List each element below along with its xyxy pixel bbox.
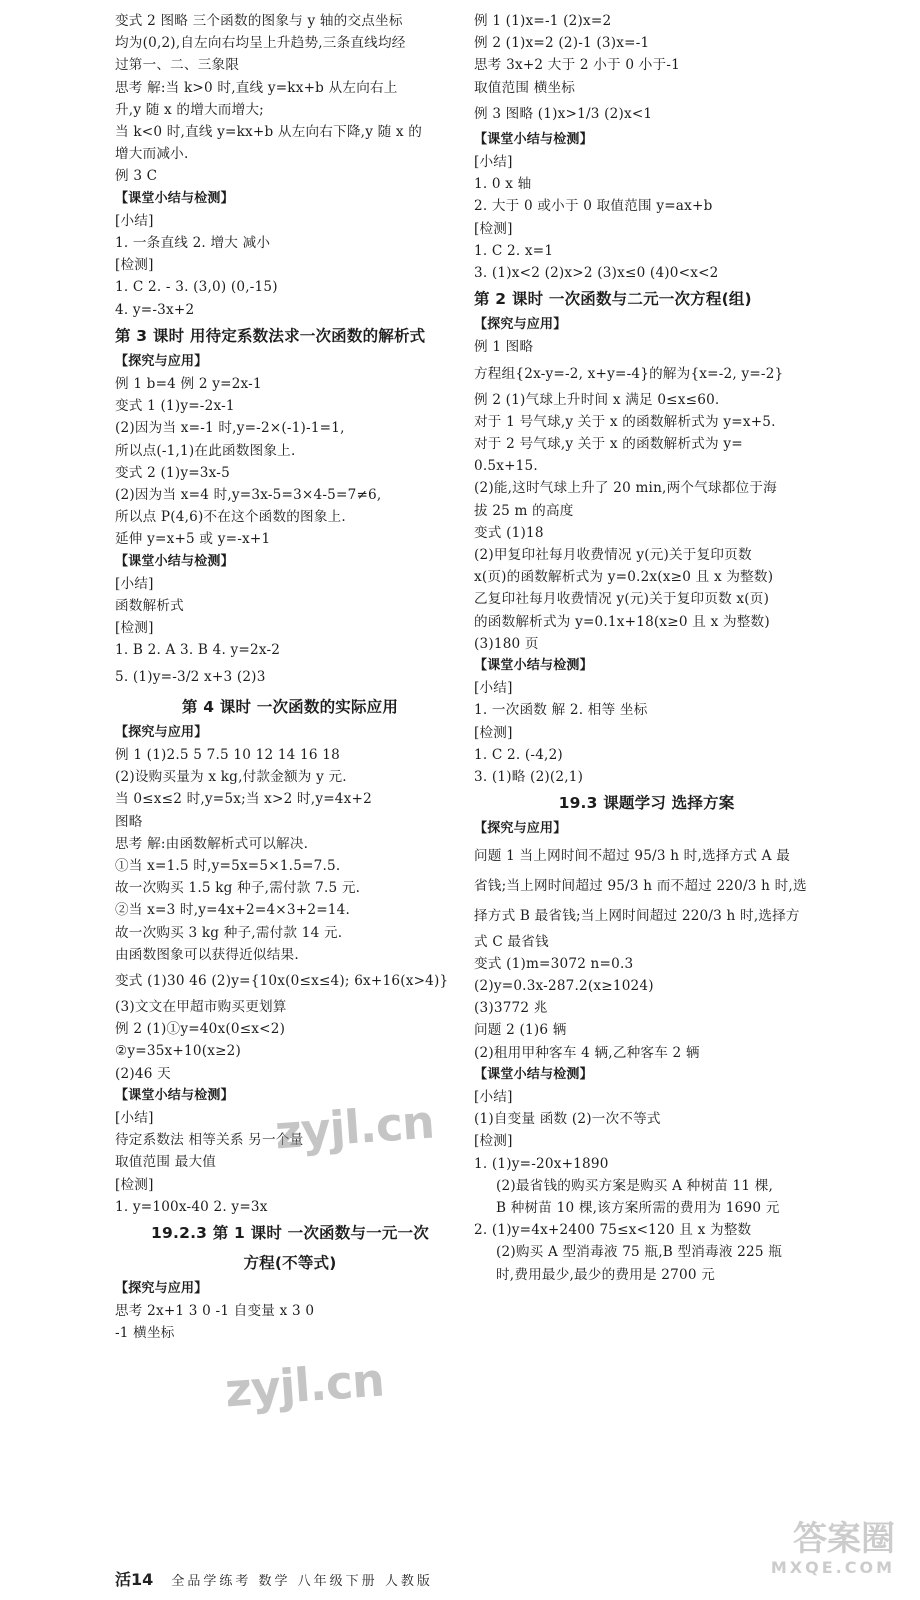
section-title: 第 3 课时 用待定系数法求一次函数的解析式 xyxy=(115,326,426,345)
answer-line: 2. (1)y=4x+2400 75≤x<120 且 x 为整数 xyxy=(474,1222,752,1239)
answer-line: 省钱;当上网时间超过 95/3 h 而不超过 220/3 h 时,选 xyxy=(474,877,807,894)
answer-line: 对于 2 号气球,y 关于 x 的函数解析式为 y= xyxy=(474,436,743,453)
section-title: 第 4 课时 一次函数的实际应用 xyxy=(181,697,399,716)
section-title: 19.2.3 第 1 课时 一次函数与一元一次 xyxy=(151,1223,429,1242)
answer-line: 当 0≤x≤2 时,y=5x;当 x>2 时,y=4x+2 xyxy=(115,791,372,808)
answer-line: 择方式 B 最省钱;当上网时间超过 220/3 h 时,选择方 xyxy=(474,907,800,924)
section-heading: 【探究与应用】 xyxy=(115,724,208,740)
answer-line: 1. C 2. x=1 xyxy=(474,242,554,259)
answer-line: 3. (1)x<2 (2)x>2 (3)x≤0 (4)0<x<2 xyxy=(474,265,719,282)
site-logo xyxy=(735,1520,895,1590)
answer-line: (3)文文在甲超市购买更划算 xyxy=(115,998,287,1015)
answer-line: 延伸 y=x+5 或 y=-x+1 xyxy=(115,531,271,548)
answer-line: [小结] xyxy=(474,154,513,171)
answer-line: 均为(0,2),自左向右均呈上升趋势,三条直线均经 xyxy=(115,35,406,52)
answer-line: 例 2 (1)气球上升时间 x 满足 0≤x≤60. xyxy=(474,391,720,408)
answer-line: 问题 2 (1)6 辆 xyxy=(474,1022,567,1039)
answer-line: [小结] xyxy=(474,1088,513,1105)
answer-line: 例 2 (1)x=2 (2)-1 (3)x=-1 xyxy=(474,35,650,52)
answer-line: (2)设购买量为 x kg,付款金额为 y 元. xyxy=(115,769,347,786)
answer-line: 例 1 (1)x=-1 (2)x=2 xyxy=(474,13,612,29)
answer-line: 由函数图象可以获得近似结果. xyxy=(115,946,299,963)
answer-line: 变式 (1)m=3072 n=0.3 xyxy=(474,955,634,972)
logo-url: MXQE.COM xyxy=(770,1558,895,1577)
answer-line: 例 1 b=4 例 2 y=2x-1 xyxy=(115,376,262,393)
answer-line: (2)46 天 xyxy=(115,1065,171,1082)
answer-line: 变式 (1)30 46 (2)y={10x(0≤x≤4); 6x+16(x>4)} xyxy=(115,972,449,989)
answer-line: 对于 1 号气球,y 关于 x 的函数解析式为 y=x+5. xyxy=(474,413,776,430)
answer-line: [小结] xyxy=(115,1109,154,1126)
answer-line: 拔 25 m 的高度 xyxy=(474,502,574,519)
answer-line: 故一次购买 3 kg 种子,需付款 14 元. xyxy=(115,924,343,941)
answer-line: [小结] xyxy=(474,680,513,697)
answer-line: 取值范围 最大值 xyxy=(115,1154,217,1171)
answer-line: [检测] xyxy=(115,1176,154,1193)
answer-line: [检测] xyxy=(474,724,513,741)
answer-line: x(页)的函数解析式为 y=0.2x(x≥0 且 x 为整数) xyxy=(474,569,774,586)
answer-line: (2)y=0.3x-287.2(x≥1024) xyxy=(474,977,654,994)
section-title: 19.3 课题学习 选择方案 xyxy=(558,794,735,813)
answer-line: 思考 解:当 k>0 时,直线 y=kx+b 从左向右上 xyxy=(115,79,398,96)
answer-line: 4. y=-3x+2 xyxy=(115,301,195,318)
answer-line: (2)能,这时气球上升了 20 min,两个气球都位于海 xyxy=(474,480,777,497)
answer-line: 思考 2x+1 3 0 -1 自变量 x 3 0 xyxy=(115,1303,315,1320)
answer-line: 1. (1)y=-20x+1890 xyxy=(474,1155,609,1172)
answer-line: 3. (1)略 (2)(2,1) xyxy=(474,769,584,786)
answer-line: 思考 3x+2 大于 2 小于 0 小于-1 xyxy=(474,57,680,74)
logo-text: 答案圈 xyxy=(793,1519,895,1559)
answer-line: 变式 (1)18 xyxy=(474,524,544,541)
answer-line: [检测] xyxy=(115,620,154,637)
answer-line: 方程组{2x-y=-2, x+y=-4}的解为{x=-2, y=-2} xyxy=(474,365,784,382)
answer-line: 思考 解:由函数解析式可以解决. xyxy=(115,835,309,852)
answer-line: 2. 大于 0 或小于 0 取值范围 y=ax+b xyxy=(474,198,713,215)
answer-line: 1. B 2. A 3. B 4. y=2x-2 xyxy=(115,642,281,659)
section-title: 方程(不等式) xyxy=(243,1253,337,1272)
answer-line: 例 1 (1)2.5 5 7.5 10 12 14 16 18 xyxy=(115,746,340,763)
answer-line: [检测] xyxy=(474,220,513,237)
answer-line: (2)因为当 x=-1 时,y=-2×(-1)-1=1, xyxy=(115,420,345,437)
answer-line: ①当 x=1.5 时,y=5x=5×1.5=7.5. xyxy=(115,857,341,874)
section-heading: 【探究与应用】 xyxy=(474,317,567,333)
section-heading: 【课堂小结与检测】 xyxy=(115,553,234,569)
book-info: 全品学练考 数学 八年级下册 人教版 xyxy=(171,1574,433,1589)
answer-line: ②当 x=3 时,y=4x+2=4×3+2=14. xyxy=(115,902,350,919)
answer-line: 例 3 C xyxy=(115,168,158,185)
section-heading: 【课堂小结与检测】 xyxy=(115,190,234,206)
answer-line: 问题 1 当上网时间不超过 95/3 h 时,选择方式 A 最 xyxy=(474,847,791,864)
answer-line: 所以点(-1,1)在此函数图象上. xyxy=(115,442,296,459)
answer-line: [检测] xyxy=(474,1133,513,1150)
answer-line: 例 1 图略 xyxy=(474,339,534,356)
answer-line: (2)购买 A 型消毒液 75 瓶,B 型消毒液 225 瓶 xyxy=(496,1244,782,1261)
answer-line: 1. 0 x 轴 xyxy=(474,176,532,193)
answer-line: 图略 xyxy=(115,813,143,830)
answer-line: 1. C 2. (-4,2) xyxy=(474,746,563,763)
right-column xyxy=(474,10,819,1286)
answer-line: 变式 2 (1)y=3x-5 xyxy=(115,464,230,481)
answer-line: 取值范围 横坐标 xyxy=(474,79,576,96)
answer-line: [小结] xyxy=(115,212,154,229)
answer-line: 升,y 随 x 的增大而增大; xyxy=(115,101,264,118)
section-title: 第 2 课时 一次函数与二元一次方程(组) xyxy=(474,290,752,309)
answer-line: B 种树苗 10 棵,该方案所需的费用为 1690 元 xyxy=(496,1199,780,1216)
answer-line: 函数解析式 xyxy=(115,598,184,615)
answer-line: 的函数解析式为 y=0.1x+18(x≥0 且 x 为整数) xyxy=(474,613,770,630)
answer-line: 1. y=100x-40 2. y=3x xyxy=(115,1198,268,1215)
section-heading: 【课堂小结与检测】 xyxy=(474,131,593,147)
answer-line: 待定系数法 相等关系 另一个量 xyxy=(115,1132,304,1149)
answer-line: 变式 1 (1)y=-2x-1 xyxy=(115,398,235,415)
answer-line: 时,费用最少,最少的费用是 2700 元 xyxy=(496,1266,716,1283)
section-heading: 【课堂小结与检测】 xyxy=(474,1066,593,1082)
answer-line: 所以点 P(4,6)不在这个函数的图象上. xyxy=(115,509,346,526)
answer-line: -1 横坐标 xyxy=(115,1325,175,1342)
answer-line: (3)3772 兆 xyxy=(474,1000,548,1017)
answer-line: (3)180 页 xyxy=(474,635,539,652)
answer-line: (2)最省钱的购买方案是购买 A 种树苗 11 棵, xyxy=(496,1177,774,1194)
answer-line: 例 2 (1)①y=40x(0≤x<2) xyxy=(115,1021,286,1038)
answer-line: 1. 一条直线 2. 增大 减小 xyxy=(115,235,271,252)
page-number: 活14 xyxy=(115,1570,154,1589)
section-heading: 【探究与应用】 xyxy=(115,353,208,369)
section-heading: 【探究与应用】 xyxy=(474,821,567,837)
answer-line: 变式 2 图略 三个函数的图象与 y 轴的交点坐标 xyxy=(115,13,403,29)
answer-line: (2)租用甲种客车 4 辆,乙种客车 2 辆 xyxy=(474,1044,700,1061)
answer-line: 5. (1)y=-3/2 x+3 (2)3 xyxy=(115,668,266,685)
watermark: zyjl.cn xyxy=(273,1094,436,1160)
answer-line: 当 k<0 时,直线 y=kx+b 从左向右下降,y 随 x 的 xyxy=(115,124,423,141)
answer-line: 故一次购买 1.5 kg 种子,需付款 7.5 元. xyxy=(115,880,361,897)
section-heading: 【课堂小结与检测】 xyxy=(115,1087,234,1103)
section-heading: 【课堂小结与检测】 xyxy=(474,658,593,674)
answer-line: 0.5x+15. xyxy=(474,458,538,475)
answer-line: 1. 一次函数 解 2. 相等 坐标 xyxy=(474,702,648,719)
section-heading: 【探究与应用】 xyxy=(115,1280,208,1296)
answer-line: (2)因为当 x=4 时,y=3x-5=3×4-5=7≠6, xyxy=(115,487,382,504)
answer-line: ②y=35x+10(x≥2) xyxy=(115,1043,242,1060)
answer-line: (1)自变量 函数 (2)一次不等式 xyxy=(474,1111,661,1128)
page-footer xyxy=(115,1567,820,1590)
answer-line: 增大而减小. xyxy=(115,146,189,163)
answer-line: 1. C 2. - 3. (3,0) (0,-15) xyxy=(115,279,278,296)
answer-line: (2)甲复印社每月收费情况 y(元)关于复印页数 xyxy=(474,547,752,564)
answer-line: [检测] xyxy=(115,257,154,274)
answer-line: 过第一、二、三象限 xyxy=(115,57,240,74)
answer-line: 例 3 图略 (1)x>1/3 (2)x<1 xyxy=(474,105,653,122)
answer-line: [小结] xyxy=(115,575,154,592)
watermark: zyjl.cn xyxy=(223,1352,386,1418)
answer-line: 乙复印社每月收费情况 y(元)关于复印页数 x(页) xyxy=(474,591,770,608)
answer-line: 式 C 最省钱 xyxy=(474,933,549,950)
